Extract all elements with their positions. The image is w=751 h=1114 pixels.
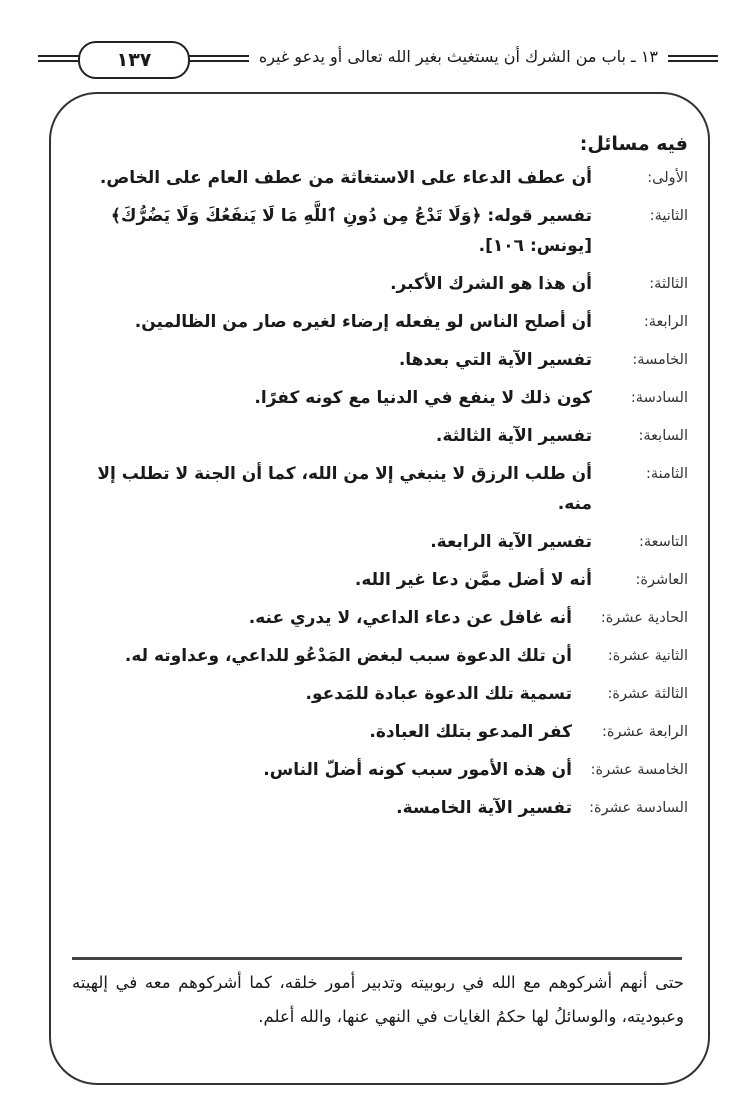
issue-text: أنه لا أضل ممَّن دعا غير الله. xyxy=(354,570,592,590)
issue-item xyxy=(68,269,688,299)
issue-label: السابعة: xyxy=(638,428,688,444)
issue-text: أن هذا هو الشرك الأكبر. xyxy=(390,274,592,294)
issue-text: أن هذه الأمور سبب كونه أضلّ الناس. xyxy=(263,760,572,780)
issue-item xyxy=(68,527,688,557)
issue-item xyxy=(68,717,688,747)
issue-item xyxy=(68,421,688,451)
footnote: حتى أنهم أشركوهم مع الله في ربوبيته وتدبير أمور خلقه، كما أشركوهم معه في إلهيته وعبوديته، والوسائلُ لها حكمُ الغايات في النهي عنها، والله أعلم. xyxy=(72,973,684,1026)
page-header xyxy=(38,38,718,78)
issue-item xyxy=(68,201,688,261)
issue-label: السادسة عشرة: xyxy=(589,800,688,816)
issue-label: الثامنة: xyxy=(645,466,688,482)
issue-item xyxy=(68,641,688,671)
issues-section xyxy=(68,128,688,831)
issue-label: الحادية عشرة: xyxy=(600,610,688,626)
issue-text: أن تلك الدعوة سبب لبغض المَدْعُو للداعي، وعداوته له. xyxy=(124,646,572,666)
issue-item xyxy=(68,459,688,519)
issue-text: تفسير الآية الرابعة. xyxy=(430,532,592,552)
running-title: ١٣ ـ باب من الشرك أن يستغيث بغير الله تعالى أو يدعو غيره xyxy=(249,44,668,70)
issue-label: الثانية: xyxy=(649,208,688,224)
issue-item xyxy=(68,383,688,413)
issue-label: التاسعة: xyxy=(638,534,688,550)
issue-text: تفسير الآية التي بعدها. xyxy=(398,350,592,370)
footnote-divider xyxy=(72,957,682,960)
issue-item xyxy=(68,793,688,823)
issue-text: كفر المدعو بتلك العبادة. xyxy=(369,722,572,742)
issue-text: تفسير الآية الخامسة. xyxy=(396,798,572,818)
section-heading: فيه مسائل: xyxy=(579,133,688,155)
issue-text: تفسير الآية الثالثة. xyxy=(435,426,592,446)
issue-item xyxy=(68,345,688,375)
issue-label: العاشرة: xyxy=(635,572,688,588)
issue-item xyxy=(68,163,688,193)
issue-label: الأولى: xyxy=(647,170,688,186)
issue-text: أن عطف الدعاء على الاستغاثة من عطف العام على الخاص. xyxy=(99,168,592,188)
issue-text: أنه غافل عن دعاء الداعي، لا يدري عنه. xyxy=(248,608,572,628)
issue-text: تسمية تلك الدعوة عبادة للمَدعو. xyxy=(305,684,572,704)
issue-label: الرابعة عشرة: xyxy=(602,724,688,740)
issue-label: الرابعة: xyxy=(643,314,688,330)
issue-label: الخامسة عشرة: xyxy=(590,762,688,778)
issues-list xyxy=(68,163,688,823)
issue-item xyxy=(68,603,688,633)
issue-item xyxy=(68,679,688,709)
issue-item xyxy=(68,307,688,337)
issue-text: أن طلب الرزق لا ينبغي إلا من الله، كما أن الجنة لا تطلب إلا منه. xyxy=(97,464,592,514)
issue-text: تفسير قوله: ﴿وَلَا تَدْعُ مِن دُونِ ٱللَّهِ مَا لَا يَنفَعُكَ وَلَا يَضُرُّكَ﴾ [يونس: ١٠٦]. xyxy=(110,206,592,256)
issue-label: الثالثة: xyxy=(649,276,688,292)
issue-item xyxy=(68,565,688,595)
issue-item xyxy=(68,755,688,785)
issue-label: الخامسة: xyxy=(632,352,688,368)
issue-label: السادسة: xyxy=(630,390,688,406)
issue-label: الثانية عشرة: xyxy=(607,648,688,664)
issue-label: الثالثة عشرة: xyxy=(607,686,688,702)
page-number: ١٣٧ xyxy=(78,41,190,79)
issue-text: أن أصلح الناس لو يفعله إرضاء لغيره صار من الظالمين. xyxy=(134,312,592,332)
issue-text: كون ذلك لا ينفع في الدنيا مع كونه كفرًا. xyxy=(254,388,592,408)
